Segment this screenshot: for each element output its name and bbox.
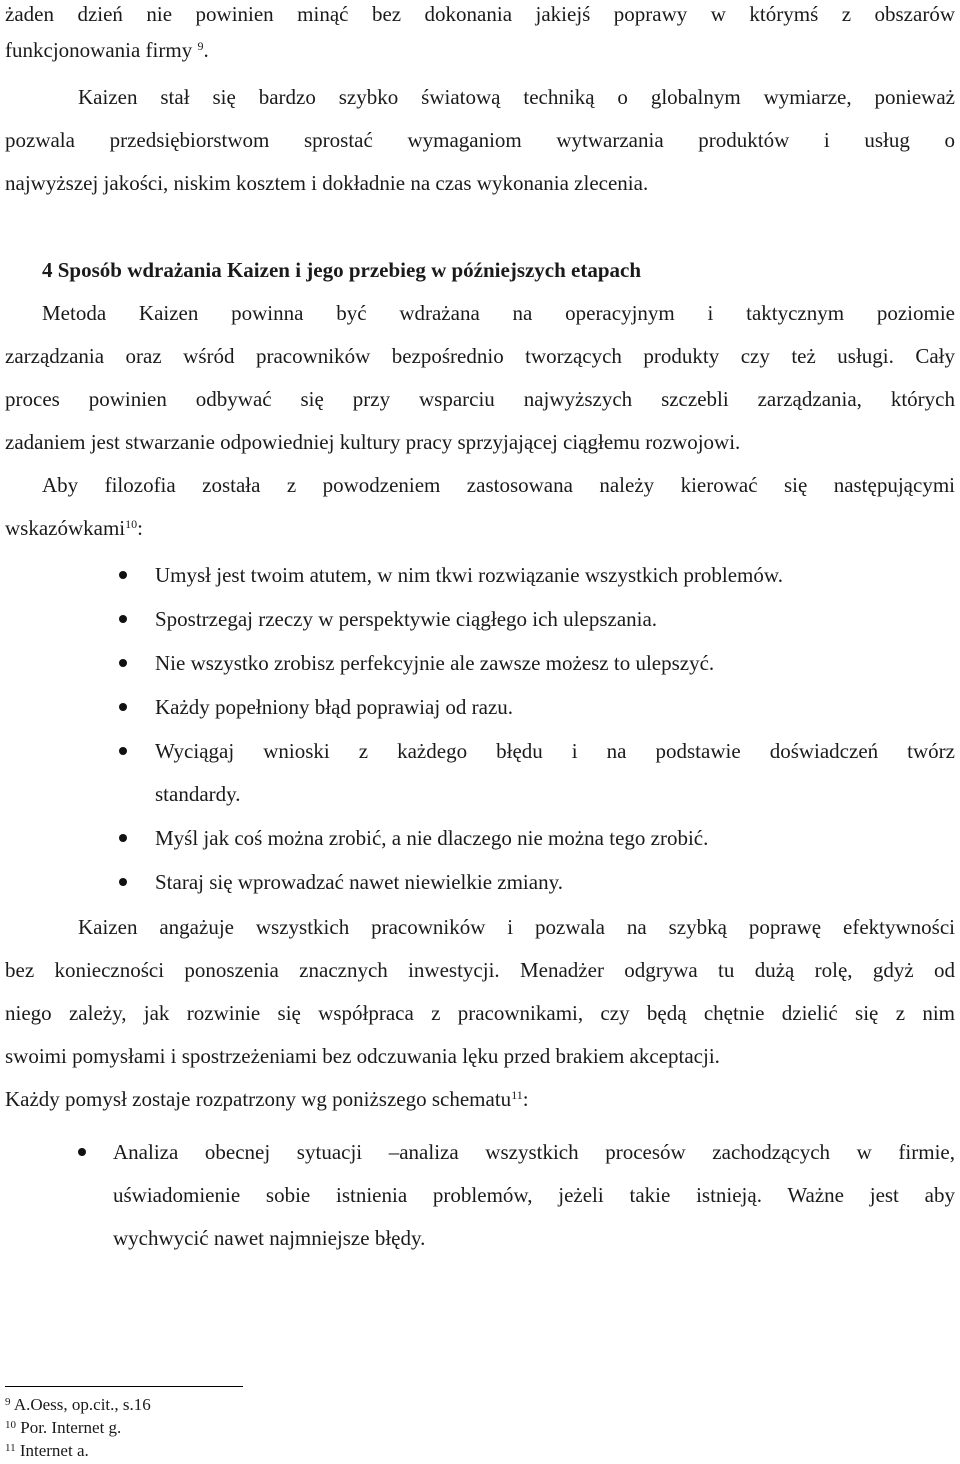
closing-line-5-end: : <box>522 1087 529 1111</box>
scheme-line-1: Analiza obecnej sytuacji –analiza wszystkich procesów zachodzących w firmie, <box>113 1140 955 1164</box>
footnote-ref-10: 10 <box>125 517 138 531</box>
section-p1-line-4: zadaniem jest stwarzanie odpowiedniej kultury pracy sprzyjającej ciągłemu rozwojowi. <box>5 430 741 454</box>
section-p2-line-2 <box>5 514 955 542</box>
bullet-icon <box>119 747 127 755</box>
footnote-ref-9: 9 <box>197 39 204 53</box>
guideline-item: Staraj się wprowadzać nawet niewielkie zmiany. <box>155 870 563 894</box>
closing-line-3: niego zależy, jak rozwinie się współpraca z pracownikami, czy będą chętnie dzielić się z nim <box>5 1001 955 1025</box>
intro-line-2 <box>5 36 955 64</box>
guideline-item: Umysł jest twoim atutem, w nim tkwi rozwiązanie wszystkich problemów. <box>155 563 783 587</box>
section-p2-line-2-end: : <box>137 516 143 540</box>
footnote-9 <box>5 1394 151 1416</box>
bullet-icon <box>119 615 127 623</box>
section-p1-line-3: proces powinien odbywać się przy wsparciu najwyższych szczebli zarządzania, których <box>5 387 955 411</box>
bullet-icon <box>119 878 127 886</box>
section-p1-line-2: zarządzania oraz wśród pracowników bezpośrednio tworzących produkty czy też usługi. Cały <box>5 344 955 368</box>
section-p2-line-1: Aby filozofia została z powodzeniem zastosowana należy kierować się następującymi <box>42 473 955 497</box>
guideline-item: Każdy popełniony błąd poprawiaj od razu. <box>155 695 514 719</box>
section-heading: 4 Sposób wdrażania Kaizen i jego przebieg w późniejszych etapach <box>42 258 642 282</box>
scheme-line-2: uświadomienie sobie istnienia problemów, jeżeli takie istnieją. Ważne jest aby <box>113 1183 955 1207</box>
bullet-icon <box>119 659 127 667</box>
bullet-icon <box>119 834 127 842</box>
footnote-text: A.Oess, op.cit., s.16 <box>13 1395 151 1414</box>
guideline-item: Nie wszystko zrobisz perfekcyjnie ale zawsze możesz to ulepszyć. <box>155 651 715 675</box>
footnote-separator <box>5 1386 243 1387</box>
intro-line-2-text: funkcjonowania firmy <box>5 38 193 62</box>
bullet-icon <box>119 703 127 711</box>
intro-line-2-end: . <box>203 38 209 62</box>
bullet-icon <box>119 571 127 579</box>
guideline-item-continued: standardy. <box>155 782 241 806</box>
footnote-11 <box>5 1440 89 1462</box>
footnote-10 <box>5 1417 121 1439</box>
footnote-number: 9 <box>5 1396 11 1408</box>
closing-line-4: swoimi pomysłami i spostrzeżeniami bez odczuwania lęku przed brakiem akceptacji. <box>5 1044 720 1068</box>
footnote-number: 11 <box>5 1442 16 1454</box>
intro-p2-line-2: pozwala przedsiębiorstwom sprostać wymaganiom wytwarzania produktów i usług o <box>5 128 955 152</box>
guideline-item: Myśl jak coś można zrobić, a nie dlaczego nie można tego zrobić. <box>155 826 709 850</box>
closing-line-5-text: Każdy pomysł zostaje rozpatrzony wg poniższego schematu <box>5 1087 512 1111</box>
closing-line-2: bez konieczności ponoszenia znacznych inwestycji. Menadżer odgrywa tu dużą rolę, gdyż od <box>5 958 955 982</box>
footnote-text: Por. Internet g. <box>20 1418 122 1437</box>
guideline-item: Spostrzegaj rzeczy w perspektywie ciągłego ich ulepszania. <box>155 607 658 631</box>
intro-p2-line-3: najwyższej jakości, niskim kosztem i dokładnie na czas wykonania zlecenia. <box>5 171 649 195</box>
closing-line-5 <box>5 1085 955 1113</box>
guideline-item: Wyciągaj wnioski z każdego błędu i na podstawie doświadczeń twórz <box>155 739 955 763</box>
footnote-number: 10 <box>5 1419 16 1431</box>
intro-p2-line-1: Kaizen stał się bardzo szybko światową techniką o globalnym wymiarze, ponieważ <box>78 85 955 109</box>
intro-line-1: żaden dzień nie powinien minąć bez dokonania jakiejś poprawy w którymś z obszarów <box>5 2 955 26</box>
bullet-icon <box>78 1148 86 1156</box>
footnote-text: Internet a. <box>19 1441 89 1460</box>
section-p2-line-2-text: wskazówkami <box>5 516 126 540</box>
footnote-ref-11: 11 <box>511 1088 523 1102</box>
scheme-line-3: wychwycić nawet najmniejsze błędy. <box>113 1226 426 1250</box>
closing-line-1: Kaizen angażuje wszystkich pracowników i pozwala na szybką poprawę efektywności <box>78 915 955 939</box>
section-p1-line-1: Metoda Kaizen powinna być wdrażana na operacyjnym i taktycznym poziomie <box>42 301 955 325</box>
